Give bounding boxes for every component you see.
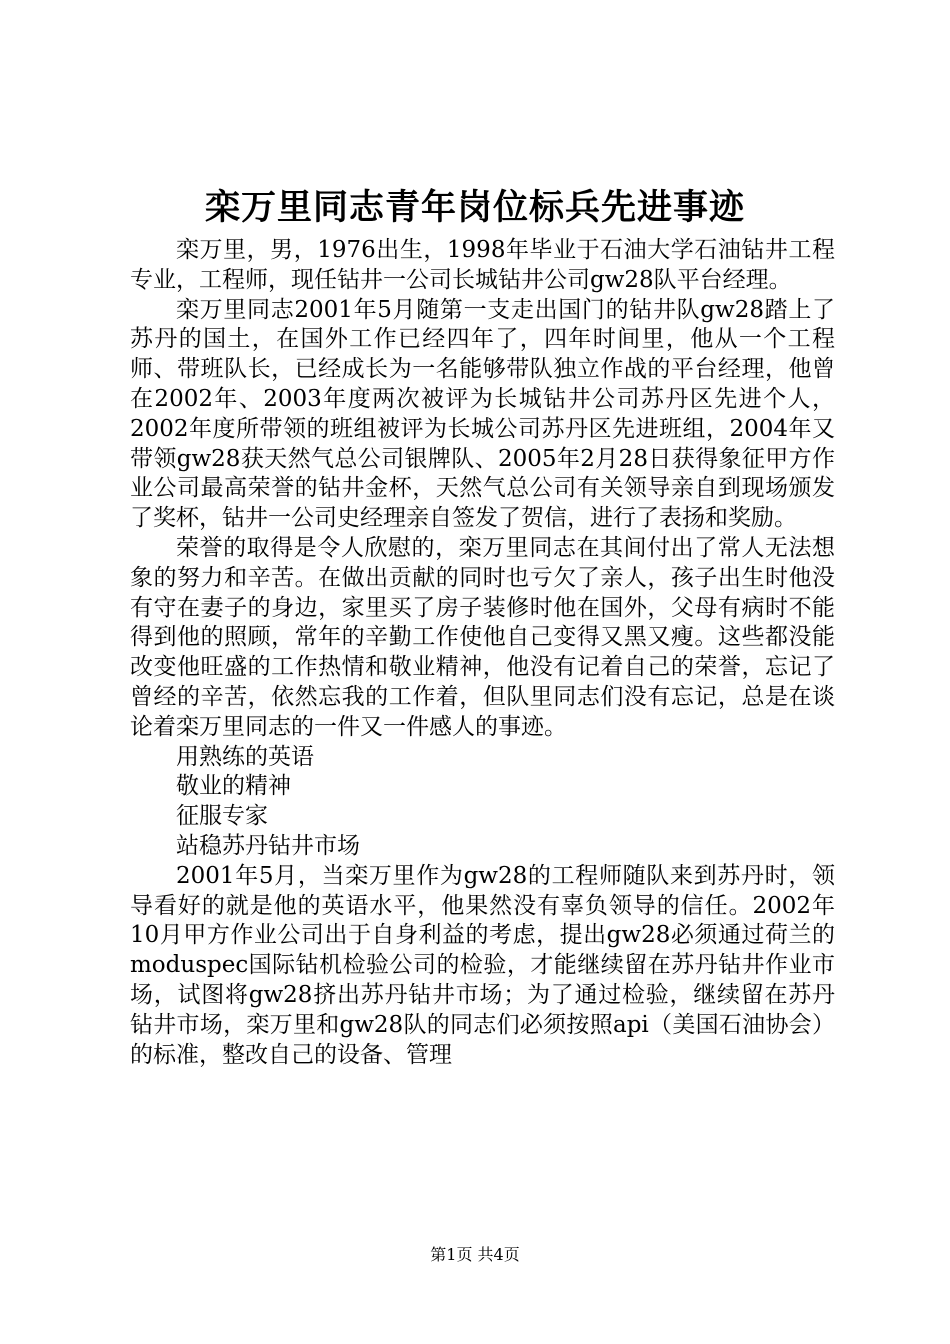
paragraph-achievements: 栾万里同志2001年5月随第一支走出国门的钻井队gw28踏上了苏丹的国土，在国外工作已经四年了，四年时间里，他从一个工程师、带班队长，已经成长为一名能够带队独立作战的平台经理，他曾在2002年、2003年度两次被评为长城钻井公司苏丹区先进个人，2002年度所带领的班组被评为长城公司苏丹区先进班组，2004年又带领gw28获天然气总公司银牌队、2005年2月28日获得象征甲方作业公司最高荣誉的钻井金杯，天然气总公司有关领导亲自到现场颁发了奖杯，钻井一公司史经理亲自签发了贺信，进行了表扬和奖励。 [130,296,835,532]
paragraph-sacrifice: 荣誉的取得是令人欣慰的，栾万里同志在其间付出了常人无法想象的努力和辛苦。在做出贡献的同时也亏欠了亲人，孩子出生时他没有守在妻子的身边，家里买了房子装修时他在国外，父母有病时不能得到他的照顾，常年的辛勤工作使他自己变得又黑又瘦。这些都没能改变他旺盛的工作热情和敬业精神，他没有记着自己的荣誉，忘记了曾经的辛苦，依然忘我的工作着，但队里同志们没有忘记，总是在谈论着栾万里同志的一件又一件感人的事迹。 [130,534,835,740]
paragraph-intro: 栾万里，男，1976出生，1998年毕业于石油大学石油钻井工程专业，工程师，现任钻井一公司长城钻井公司gw28队平台经理。 [130,237,835,293]
subheading-market: 站稳苏丹钻井市场 [176,832,360,859]
document-body [130,236,835,1070]
document-title: 栾万里同志青年岗位标兵先进事迹 [204,187,745,228]
paragraph-inspection: 2001年5月，当栾万里作为gw28的工程师随队来到苏丹时，领导看好的就是他的英语水平，他果然没有辜负领导的信任。2002年10月甲方作业公司出于自身利益的考虑，提出gw28必须通过荷兰的moduspec国际钻机检验公司的检验，才能继续留在苏丹钻井作业市场，试图将gw28挤出苏丹钻井市场；为了通过检验，继续留在苏丹钻井市场，栾万里和gw28队的同志们必须按照api（美国石油协会）的标准，整改自己的设备、管理 [130,862,835,1068]
page-footer: 第1页 共4页 [430,1245,520,1264]
subheading-english: 用熟练的英语 [176,743,314,770]
subheading-dedication: 敬业的精神 [176,773,291,800]
subheading-experts: 征服专家 [176,803,268,830]
